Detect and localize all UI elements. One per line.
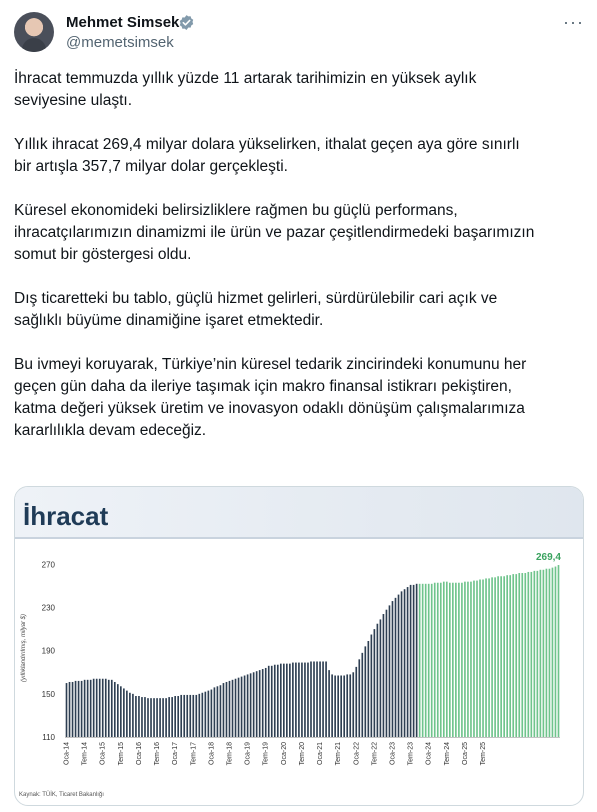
bar xyxy=(247,674,249,737)
x-tick-label: Tem-20 xyxy=(298,742,306,766)
bar xyxy=(395,598,397,737)
x-tick-label: Oca-14 xyxy=(63,742,71,765)
avatar[interactable] xyxy=(14,12,54,52)
bar xyxy=(171,697,173,737)
bar xyxy=(524,573,526,737)
bar xyxy=(274,665,276,737)
bar xyxy=(108,680,110,737)
bar xyxy=(518,573,520,737)
bar xyxy=(298,663,300,737)
bar xyxy=(425,584,427,737)
bar xyxy=(280,664,282,737)
bar xyxy=(464,582,466,737)
bar xyxy=(69,682,71,737)
bar xyxy=(310,661,312,737)
bar xyxy=(292,663,294,737)
bar xyxy=(352,672,354,737)
bar xyxy=(66,683,68,737)
bar xyxy=(440,583,442,737)
y-tick-label: 150 xyxy=(41,689,55,699)
bar xyxy=(132,694,134,737)
bar xyxy=(277,665,279,737)
bar xyxy=(455,583,457,737)
x-tick-label: Oca-15 xyxy=(99,742,107,765)
bar xyxy=(165,698,167,737)
bar xyxy=(262,669,264,737)
x-tick-label: Tem-18 xyxy=(226,742,234,766)
bar xyxy=(256,671,258,737)
bar xyxy=(540,570,542,737)
author-name[interactable]: Mehmet Simsek xyxy=(66,14,180,31)
bar xyxy=(102,679,104,737)
bar xyxy=(244,676,246,737)
bar xyxy=(75,681,77,737)
bar xyxy=(479,580,481,738)
bar xyxy=(431,584,433,737)
bar xyxy=(241,677,243,737)
bar xyxy=(437,583,439,737)
x-tick-label: Tem-25 xyxy=(480,742,487,766)
bar xyxy=(380,619,382,737)
bar xyxy=(111,680,113,737)
bar xyxy=(482,580,484,738)
bar xyxy=(343,676,345,737)
bar xyxy=(223,683,225,737)
tweet-paragraph: Küresel ekonomideki belirsizliklere rağmen bu güçlü performans, ihracatçılarımızın dinamizmi ile ürün ve pazar çeşitlendirmedeki başarımızın somut bir göstergesi oldu. xyxy=(14,202,535,263)
bar xyxy=(428,584,430,737)
bar xyxy=(334,676,336,737)
x-tick-label: Tem-19 xyxy=(262,742,270,766)
bar xyxy=(416,584,418,737)
chart-title: İhracat xyxy=(23,501,109,531)
bar xyxy=(449,583,451,737)
bar xyxy=(506,575,508,737)
bar xyxy=(355,667,357,737)
x-tick-label: Tem-23 xyxy=(407,742,415,766)
bar xyxy=(413,585,415,737)
bar xyxy=(361,653,363,737)
bar xyxy=(283,664,285,737)
bar xyxy=(346,674,348,737)
bar xyxy=(174,696,176,737)
x-tick-label: Oca-24 xyxy=(425,742,433,765)
bar xyxy=(217,686,219,737)
bar xyxy=(383,614,385,737)
bar xyxy=(552,568,554,737)
bar xyxy=(120,686,122,737)
bar xyxy=(153,698,155,737)
bar xyxy=(331,674,333,737)
bar xyxy=(509,575,511,737)
bar xyxy=(452,583,454,737)
author-handle[interactable]: @memetsimsek xyxy=(66,34,174,51)
bar xyxy=(531,572,533,737)
bar xyxy=(138,696,140,737)
bar xyxy=(232,680,234,737)
x-tick-label: Oca-17 xyxy=(172,742,180,765)
bar xyxy=(150,698,152,737)
bar xyxy=(458,583,460,737)
bar xyxy=(467,582,469,737)
bar xyxy=(476,581,478,737)
bar xyxy=(404,589,406,737)
bar xyxy=(177,696,179,737)
bar xyxy=(211,690,213,737)
bar xyxy=(368,641,370,737)
x-tick-label: Oca-22 xyxy=(353,742,361,765)
bar xyxy=(546,569,548,737)
bar xyxy=(503,576,505,737)
bar xyxy=(407,587,409,737)
bar xyxy=(555,567,557,737)
tweet-paragraph: Bu ivmeyi koruyarak, Türkiye’nin küresel tedarik zincirindeki konumunu her geçen gün daha da ileriye taşımak için makro finansal istikrarı pekiştiren, katma değeri yüksek üretim ve inovasyon odaklı dönüşüm çalışmalarımıza kararlılıkla devam edeceğiz. xyxy=(14,356,527,439)
chart-source: Kaynak: TÜİK, Ticaret Bakanlığı xyxy=(19,792,104,798)
x-tick-label: Oca-20 xyxy=(280,742,288,765)
y-tick-label: 190 xyxy=(41,646,55,656)
bar xyxy=(144,697,146,737)
bar xyxy=(93,679,95,737)
bar xyxy=(220,685,222,737)
bar xyxy=(549,569,551,737)
bar xyxy=(319,661,321,737)
chart-header xyxy=(15,487,583,539)
x-tick-label: Tem-24 xyxy=(443,742,451,766)
bar xyxy=(295,663,297,737)
y-tick-label: 230 xyxy=(41,603,55,613)
bar xyxy=(371,635,373,737)
bar xyxy=(304,663,306,737)
x-tick-label: Tem-21 xyxy=(335,742,343,766)
bar xyxy=(322,661,324,737)
bar xyxy=(259,670,261,737)
bar xyxy=(81,681,83,737)
bar xyxy=(377,624,379,737)
bar xyxy=(84,680,86,737)
bar xyxy=(117,684,119,737)
x-tick-label: Tem-14 xyxy=(81,742,89,766)
bar xyxy=(72,682,74,737)
bar xyxy=(235,679,237,737)
bar xyxy=(485,578,487,737)
bar xyxy=(78,681,80,737)
bar xyxy=(307,663,309,737)
bar xyxy=(202,693,204,737)
y-tick-label: 110 xyxy=(42,733,55,742)
bar xyxy=(238,678,240,737)
bar xyxy=(87,680,89,737)
bar xyxy=(491,577,493,737)
bar xyxy=(337,676,339,737)
bar xyxy=(488,578,490,737)
bar xyxy=(325,661,327,737)
bar xyxy=(358,659,360,737)
bar xyxy=(316,661,318,737)
bar xyxy=(313,661,315,737)
export-bar-chart xyxy=(15,539,583,805)
bar xyxy=(229,681,231,737)
more-options-icon[interactable]: ··· xyxy=(563,12,584,32)
bar xyxy=(183,695,185,737)
y-tick-label: 270 xyxy=(41,560,55,570)
bar xyxy=(168,697,170,737)
bar xyxy=(328,670,330,737)
bar xyxy=(473,581,475,737)
bar xyxy=(534,571,536,737)
bar xyxy=(186,695,188,737)
bar xyxy=(340,676,342,737)
bar xyxy=(253,672,255,737)
bar xyxy=(105,679,107,737)
bar xyxy=(96,679,98,737)
bar xyxy=(268,666,270,737)
x-tick-label: Oca-16 xyxy=(135,742,143,765)
bar xyxy=(208,691,210,737)
tweet-text xyxy=(14,68,584,464)
x-tick-label: Tem-22 xyxy=(371,742,379,766)
bar xyxy=(434,583,436,737)
bar xyxy=(558,565,560,737)
bar xyxy=(198,694,200,737)
tweet-header xyxy=(14,12,584,56)
x-tick-label: Tem-15 xyxy=(117,742,125,766)
y-axis-label: (yıllıklandırılmış, milyar $) xyxy=(21,613,27,683)
bar xyxy=(147,698,149,737)
x-tick-label: Oca-19 xyxy=(244,742,252,765)
bar xyxy=(386,610,388,737)
bar xyxy=(500,576,502,737)
last-value-label: 269,4 xyxy=(535,552,562,564)
bar xyxy=(364,646,366,737)
bar xyxy=(497,576,499,737)
bar xyxy=(123,688,125,737)
x-tick-label: Tem-16 xyxy=(154,742,162,766)
bar xyxy=(521,573,523,737)
bar xyxy=(286,664,288,737)
bar xyxy=(301,663,303,737)
x-tick-label: Tem-17 xyxy=(190,742,198,766)
x-tick-label: Oca-25 xyxy=(461,742,469,765)
bar xyxy=(99,679,101,737)
tweet-paragraph: Dış ticaretteki bu tablo, güçlü hizmet gelirleri, sürdürülebilir cari açık ve sağlıklı büyüme dinamiğine işaret etmektedir. xyxy=(14,290,498,329)
bar xyxy=(192,695,194,737)
media-image[interactable] xyxy=(14,486,584,806)
bar xyxy=(214,687,216,737)
bar xyxy=(515,574,517,737)
bar xyxy=(271,666,273,737)
bar xyxy=(250,673,252,737)
bar xyxy=(114,682,116,737)
bar xyxy=(512,574,514,737)
bar xyxy=(135,696,137,737)
bar xyxy=(289,664,291,737)
bar xyxy=(265,668,267,737)
verified-badge-icon xyxy=(178,14,195,31)
bar xyxy=(398,595,400,737)
x-tick-label: Oca-23 xyxy=(389,742,397,765)
bar xyxy=(90,680,92,737)
bar xyxy=(410,585,412,737)
bar xyxy=(374,629,376,737)
bar xyxy=(180,695,182,737)
bar xyxy=(389,605,391,737)
bar xyxy=(141,697,143,737)
bar xyxy=(162,698,164,737)
tweet-paragraph: Yıllık ihracat 269,4 milyar dolara yükselirken, ithalat geçen aya göre sınırlı bir artışla 357,7 milyar dolar gerçekleşti. xyxy=(14,136,520,175)
x-tick-label: Oca-18 xyxy=(208,742,216,765)
bar xyxy=(527,572,529,737)
bar xyxy=(159,698,161,737)
bar xyxy=(349,674,351,737)
bar xyxy=(189,695,191,737)
bar xyxy=(129,693,131,737)
x-tick-label: Oca-21 xyxy=(317,742,324,765)
bar xyxy=(537,571,539,737)
bar xyxy=(205,692,207,737)
bar xyxy=(494,577,496,737)
bar xyxy=(401,591,403,737)
bar xyxy=(419,584,421,737)
bar xyxy=(392,601,394,737)
bar xyxy=(543,570,545,737)
bar xyxy=(446,582,448,737)
bar xyxy=(422,584,424,737)
tweet-paragraph: İhracat temmuzda yıllık yüzde 11 artarak tarihimizin en yüksek aylık seviyesine ulaştı. xyxy=(14,70,477,109)
bar xyxy=(443,582,445,737)
bar xyxy=(195,695,197,737)
bar xyxy=(156,698,158,737)
bar xyxy=(126,691,128,737)
bar xyxy=(461,583,463,737)
bar xyxy=(226,682,228,737)
bar xyxy=(470,582,472,737)
